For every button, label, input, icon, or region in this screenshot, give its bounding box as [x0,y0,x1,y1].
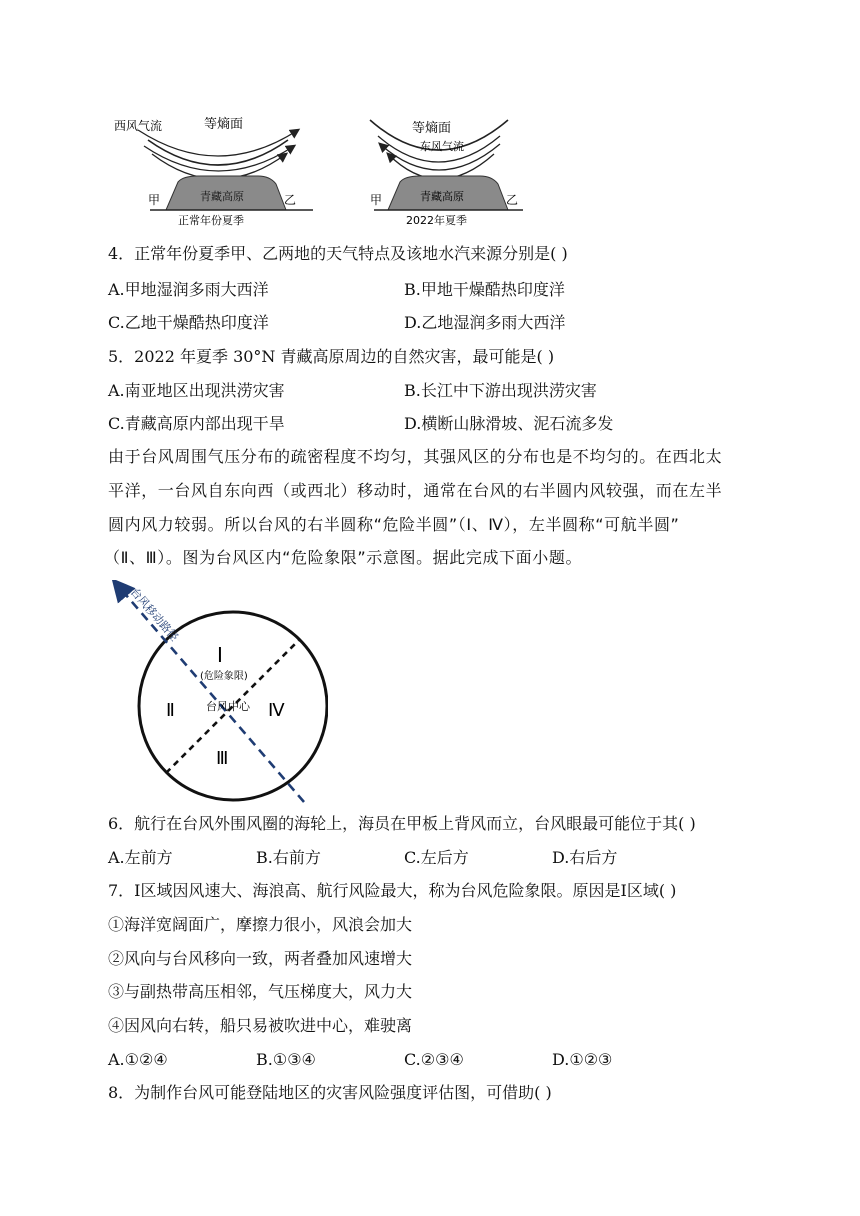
q7-item-2: ②风向与台风移向一致，两者叠加风速增大 [108,949,413,968]
yi-label-right: 乙 [506,193,519,207]
passage-line-2: 平洋，一台风自东向西（或西北）移动时，通常在台风的右半圆内风较强，而在左半 [108,481,723,500]
figure-typhoon-quadrants [108,580,328,810]
q6-option-c[interactable]: C.左后方 [404,848,469,867]
q4-option-a[interactable]: A.甲地湿润多雨大西洋 [108,280,269,299]
westerly-label: 西风气流 [114,119,163,133]
quadrant-2-label: Ⅱ [166,700,175,721]
caption-right: 2022年夏季 [406,214,467,227]
typhoon-center-label: 台风中心 [206,700,250,713]
jia-label-left: 甲 [148,193,161,207]
q4-option-d[interactable]: D.乙地湿润多雨大西洋 [404,313,566,332]
figure-plateau-airflow [108,100,528,230]
passage-line-1: 由于台风周围气压分布的疏密程度不均匀，其强风区的分布也是不均匀的。在西北太 [108,447,723,466]
q7-option-c[interactable]: C.②③④ [404,1050,464,1069]
q7-item-1: ①海洋宽阔面广，摩擦力很小，风浪会加大 [108,915,413,934]
isentropic-label-left: 等熵面 [204,117,244,132]
passage-line-3: 圆内风力较弱。所以台风的右半圆称“危险半圆”（Ⅰ、Ⅳ），左半圆称“可航半圆” [108,515,680,534]
typhoon-path-label: 台风移动路径 [127,585,181,644]
caption-left: 正常年份夏季 [178,214,244,227]
q7-option-d[interactable]: D.①②③ [552,1050,613,1069]
q7-item-3: ③与副热带高压相邻，气压梯度大，风力大 [108,982,413,1001]
panel-normal-summer [114,116,313,227]
plateau-label-left: 青藏高原 [200,190,244,203]
isentropic-label-right: 等熵面 [412,121,452,136]
q4-option-b[interactable]: B.甲地干燥酷热印度洋 [404,280,565,299]
q5-option-c[interactable]: C.青藏高原内部出现干旱 [108,414,285,433]
q7-item-4: ④因风向右转，船只易被吹进中心，难驶离 [108,1016,413,1035]
quadrant-3-label: Ⅲ [216,748,229,769]
q4-stem: 4．正常年份夏季甲、乙两地的天气特点及该地水汽来源分别是( ) [108,244,568,263]
q7-stem: 7．Ⅰ区域因风速大、海浪高、航行风险最大，称为台风危险象限。原因是Ⅰ区域( ) [108,881,677,900]
q5-option-d[interactable]: D.横断山脉滑坡、泥石流多发 [404,414,614,433]
quadrant-1-note: (危险象限) [200,671,248,682]
q6-option-a[interactable]: A.左前方 [108,848,173,867]
q5-option-a[interactable]: A.南亚地区出现洪涝灾害 [108,381,285,400]
q5-stem: 5．2022 年夏季 30°N 青藏高原周边的自然灾害，最可能是( ) [108,347,555,366]
q4-option-c[interactable]: C.乙地干燥酷热印度洋 [108,313,269,332]
yi-label-left: 乙 [284,193,297,207]
panel-2022-summer [370,120,523,227]
easterly-label: 东风气流 [420,140,464,153]
q7-option-a[interactable]: A.①②④ [108,1050,168,1069]
passage-line-4: （Ⅱ、Ⅲ）。图为台风区内“危险象限”示意图。据此完成下面小题。 [104,548,583,567]
q6-option-d[interactable]: D.右后方 [552,848,618,867]
quadrant-4-label: Ⅳ [268,700,285,721]
q8-stem: 8．为制作台风可能登陆地区的灾害风险强度评估图，可借助( ) [108,1083,552,1102]
q6-stem: 6．航行在台风外围风圈的海轮上，海员在甲板上背风而立，台风眼最可能位于其( ) [108,814,696,833]
jia-label-right: 甲 [370,193,383,207]
q6-option-b[interactable]: B.右前方 [256,848,321,867]
quadrant-1-label: Ⅰ [217,643,223,667]
q7-option-b[interactable]: B.①③④ [256,1050,316,1069]
plateau-label-right: 青藏高原 [420,190,464,203]
q5-option-b[interactable]: B.长江中下游出现洪涝灾害 [404,381,597,400]
